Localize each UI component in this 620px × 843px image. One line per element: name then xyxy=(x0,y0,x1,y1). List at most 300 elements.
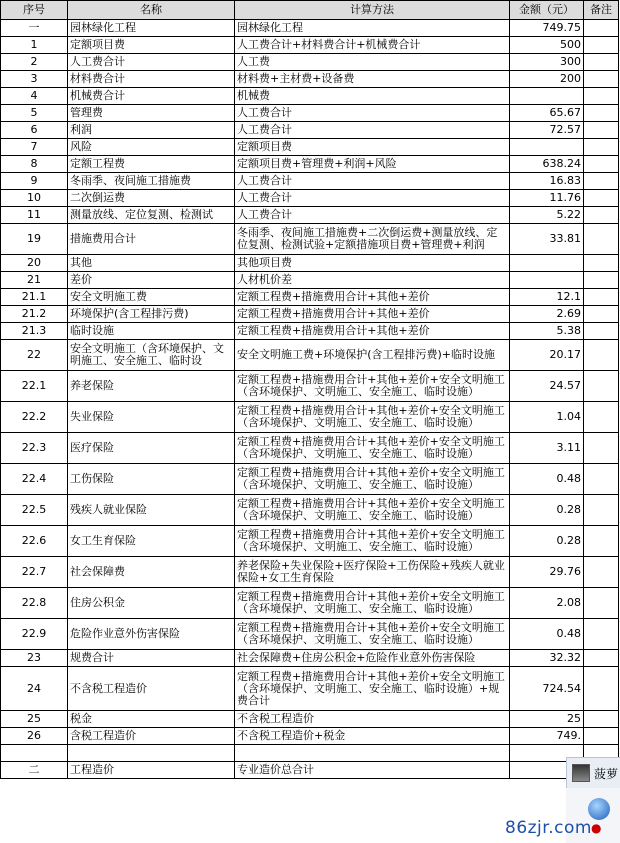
cell-amount xyxy=(510,37,584,54)
cell-name-text: 定额项目费 xyxy=(70,38,125,51)
cell-name xyxy=(68,207,235,224)
cell-method xyxy=(235,156,510,173)
cell-no-text: 7 xyxy=(30,140,38,153)
cell-amount-text: 16.83 xyxy=(549,174,581,187)
cell-method xyxy=(235,464,510,495)
cell-method xyxy=(235,190,510,207)
cell-name xyxy=(68,156,235,173)
cell-amount xyxy=(510,464,584,495)
cell-amount-text: 200 xyxy=(560,72,581,85)
cell-amount xyxy=(510,54,584,71)
table-row xyxy=(1,745,619,762)
cell-no xyxy=(1,464,68,495)
cell-name xyxy=(68,37,235,54)
cell-no-text: 20 xyxy=(27,256,41,269)
cell-name xyxy=(68,650,235,667)
cell-amount xyxy=(510,224,584,255)
cell-name-text: 措施费用合计 xyxy=(70,232,136,245)
cell-method-text: 定额工程费+措施费用合计+其他+差价 xyxy=(237,290,430,303)
cell-amount xyxy=(510,207,584,224)
cell-name xyxy=(68,306,235,323)
cell-name xyxy=(68,20,235,37)
cell-no xyxy=(1,139,68,156)
cell-no-text: 2 xyxy=(30,55,38,68)
cell-method xyxy=(235,71,510,88)
cell-amount xyxy=(510,619,584,650)
table-row xyxy=(1,619,619,650)
table-row xyxy=(1,728,619,745)
cell-no xyxy=(1,105,68,122)
cell-amount xyxy=(510,139,584,156)
cell-name xyxy=(68,88,235,105)
cell-no xyxy=(1,371,68,402)
table-row xyxy=(1,557,619,588)
table-row xyxy=(1,224,619,255)
cell-method xyxy=(235,762,510,779)
cell-name xyxy=(68,371,235,402)
header-no: 序号 xyxy=(1,1,68,20)
cell-method-text: 人工费合计+材料费合计+机械费合计 xyxy=(237,38,421,51)
cell-amount xyxy=(510,122,584,139)
header-row xyxy=(1,1,619,20)
cell-method xyxy=(235,588,510,619)
cell-name xyxy=(68,255,235,272)
cell-no-text: 22.3 xyxy=(21,441,47,454)
cell-name-text: 含税工程造价 xyxy=(70,729,136,742)
cell-no-text: 一 xyxy=(28,21,40,34)
cell-no xyxy=(1,526,68,557)
cell-note xyxy=(584,207,619,224)
table-row xyxy=(1,139,619,156)
cell-method-text: 人工费合计 xyxy=(237,106,292,119)
cell-name-text: 工程造价 xyxy=(70,763,114,776)
cell-method xyxy=(235,495,510,526)
cell-no xyxy=(1,20,68,37)
cell-method xyxy=(235,323,510,340)
cell-method-text: 定额工程费+措施费用合计+其他+差价+安全文明施工（含环境保护、文明施工、安全施工、临时设施） xyxy=(237,621,505,646)
cell-method-text: 定额工程费+措施费用合计+其他+差价+安全文明施工（含环境保护、文明施工、安全施工、临时设施） xyxy=(237,466,505,491)
cell-name-text: 危险作业意外伤害保险 xyxy=(70,627,180,640)
table-row xyxy=(1,526,619,557)
cell-no xyxy=(1,433,68,464)
table-row xyxy=(1,71,619,88)
cell-method xyxy=(235,37,510,54)
cell-amount xyxy=(510,728,584,745)
cell-amount xyxy=(510,495,584,526)
cell-name-text: 管理费 xyxy=(70,106,103,119)
cell-amount xyxy=(510,156,584,173)
table-row xyxy=(1,105,619,122)
cell-no xyxy=(1,272,68,289)
cell-amount xyxy=(510,20,584,37)
table-row xyxy=(1,762,619,779)
cell-amount-text: 72.57 xyxy=(549,123,581,136)
cell-amount-text: 0.48 xyxy=(556,472,581,485)
cell-method-text: 人工费 xyxy=(237,55,270,68)
cell-no-text: 23 xyxy=(27,651,41,664)
cell-name xyxy=(68,495,235,526)
cell-name-text: 风险 xyxy=(70,140,92,153)
cell-note xyxy=(584,71,619,88)
cell-no-text: 22.2 xyxy=(21,410,47,423)
cell-method-text: 专业造价总合计 xyxy=(237,763,314,776)
cell-amount-text: 5.38 xyxy=(556,324,581,337)
cell-amount xyxy=(510,289,584,306)
table-row xyxy=(1,272,619,289)
header-note: 备注 xyxy=(584,1,619,20)
watermark: 86zjr.com xyxy=(505,818,592,838)
cell-amount xyxy=(510,272,584,289)
cell-note xyxy=(584,306,619,323)
cell-note xyxy=(584,88,619,105)
cell-name xyxy=(68,71,235,88)
cell-name xyxy=(68,728,235,745)
cell-note xyxy=(584,173,619,190)
cell-amount-text: 32.32 xyxy=(549,651,581,664)
cell-amount-text: 11.76 xyxy=(549,191,581,204)
table-row xyxy=(1,306,619,323)
cell-no-text: 25 xyxy=(27,712,41,725)
cell-amount-text: 1.04 xyxy=(556,410,581,423)
cell-note xyxy=(584,650,619,667)
cell-amount xyxy=(510,306,584,323)
cell-no-text: 22.1 xyxy=(21,379,47,392)
table-row xyxy=(1,20,619,37)
table-row xyxy=(1,122,619,139)
cell-method-text: 定额工程费+措施费用合计+其他+差价 xyxy=(237,324,430,337)
cell-no xyxy=(1,190,68,207)
cell-no-text: 二 xyxy=(28,763,40,776)
cell-name xyxy=(68,54,235,71)
cell-no xyxy=(1,37,68,54)
cell-no xyxy=(1,650,68,667)
cell-name xyxy=(68,557,235,588)
table-row xyxy=(1,711,619,728)
cell-name xyxy=(68,526,235,557)
cell-no-text: 22.8 xyxy=(21,596,47,609)
cell-name-text: 失业保险 xyxy=(70,410,114,423)
table-row xyxy=(1,433,619,464)
cell-method xyxy=(235,139,510,156)
cell-amount-text: 300 xyxy=(560,55,581,68)
cell-name-text: 残疾人就业保险 xyxy=(70,503,147,516)
cell-amount-text: 20.17 xyxy=(549,348,581,361)
cell-name xyxy=(68,762,235,779)
cell-note xyxy=(584,272,619,289)
cell-amount-text: 638.24 xyxy=(542,157,581,170)
cell-name-text: 临时设施 xyxy=(70,324,114,337)
cell-no xyxy=(1,306,68,323)
cell-method xyxy=(235,54,510,71)
cell-name xyxy=(68,588,235,619)
cell-name xyxy=(68,122,235,139)
cell-method xyxy=(235,122,510,139)
cell-amount xyxy=(510,190,584,207)
cell-name-text: 养老保险 xyxy=(70,379,114,392)
cell-no-text: 9 xyxy=(30,174,38,187)
cell-amount-text: 12.1 xyxy=(556,290,581,303)
cell-method xyxy=(235,340,510,371)
cell-note xyxy=(584,105,619,122)
cell-no xyxy=(1,745,68,762)
cell-name-text: 测量放线、定位复测、检测试 xyxy=(70,208,213,221)
cell-note xyxy=(584,156,619,173)
cell-note xyxy=(584,433,619,464)
cell-note xyxy=(584,728,619,745)
cell-name xyxy=(68,340,235,371)
cell-note xyxy=(584,495,619,526)
cell-method-text: 定额工程费+措施费用合计+其他+差价+安全文明施工（含环境保护、文明施工、安全施工、临时设施） xyxy=(237,404,505,429)
cell-name-text: 机械费合计 xyxy=(70,89,125,102)
cell-note xyxy=(584,37,619,54)
cell-name-text: 安全文明施工费 xyxy=(70,290,147,303)
cell-amount-text: 65.67 xyxy=(549,106,581,119)
cell-note xyxy=(584,323,619,340)
cell-method-text: 安全文明施工费+环境保护(含工程排污费)+临时设施 xyxy=(237,348,496,361)
cell-method-text: 冬雨季、夜间施工措施费+二次倒运费+测量放线、定位复测、检测试验+定额措施项目费+管理费+利润 xyxy=(237,226,498,251)
cell-amount-text: 0.28 xyxy=(556,534,581,547)
cell-method xyxy=(235,207,510,224)
cell-method xyxy=(235,371,510,402)
cell-no-text: 6 xyxy=(30,123,38,136)
cell-amount-text: 749.75 xyxy=(542,21,581,34)
cell-method xyxy=(235,306,510,323)
cell-no-text: 21.2 xyxy=(21,307,47,320)
cell-method-text: 人工费合计 xyxy=(237,208,292,221)
cell-method-text: 定额项目费+管理费+利润+风险 xyxy=(237,157,397,170)
cell-method-text: 定额工程费+措施费用合计+其他+差价+安全文明施工（含环境保护、文明施工、安全施工、临时设施） xyxy=(237,528,505,553)
orb-icon xyxy=(588,798,610,820)
cell-note xyxy=(584,255,619,272)
cell-name-text: 利润 xyxy=(70,123,92,136)
cell-amount xyxy=(510,650,584,667)
cell-amount-text: 500 xyxy=(560,38,581,51)
cell-note xyxy=(584,54,619,71)
cell-name xyxy=(68,464,235,495)
cell-method-text: 养老保险+失业保险+医疗保险+工伤保险+残疾人就业保险+女工生育保险 xyxy=(237,559,505,584)
cell-no xyxy=(1,728,68,745)
cell-name-text: 冬雨季、夜间施工措施费 xyxy=(70,174,191,187)
cell-note xyxy=(584,190,619,207)
cell-no xyxy=(1,71,68,88)
cell-amount-text: 749. xyxy=(556,729,581,742)
cell-amount-text: 0.48 xyxy=(556,627,581,640)
cell-method-text: 不含税工程造价+税金 xyxy=(237,729,346,742)
cell-no xyxy=(1,156,68,173)
cell-amount xyxy=(510,667,584,711)
thumbnail-icon xyxy=(572,764,590,782)
cell-name-text: 税金 xyxy=(70,712,92,725)
table-row xyxy=(1,190,619,207)
cell-method xyxy=(235,224,510,255)
cell-name xyxy=(68,272,235,289)
cell-no-text: 8 xyxy=(30,157,38,170)
cell-no-text: 21.1 xyxy=(21,290,47,303)
cell-method-text: 人材机价差 xyxy=(237,273,292,286)
cell-method-text: 园林绿化工程 xyxy=(237,21,303,34)
cell-amount xyxy=(510,173,584,190)
cell-name-text: 二次倒运费 xyxy=(70,191,125,204)
cell-no xyxy=(1,762,68,779)
cell-amount-text: 29.76 xyxy=(549,565,581,578)
cell-method xyxy=(235,557,510,588)
cell-method xyxy=(235,526,510,557)
table-row xyxy=(1,88,619,105)
cell-name xyxy=(68,289,235,306)
cell-name xyxy=(68,323,235,340)
table-row xyxy=(1,54,619,71)
cell-no xyxy=(1,402,68,433)
cell-amount xyxy=(510,105,584,122)
cell-no xyxy=(1,667,68,711)
cell-no xyxy=(1,255,68,272)
cell-method xyxy=(235,289,510,306)
cell-amount-text: 0.28 xyxy=(556,503,581,516)
cell-no xyxy=(1,173,68,190)
cell-no-text: 22.6 xyxy=(21,534,47,547)
cell-method-text: 机械费 xyxy=(237,89,270,102)
cell-name xyxy=(68,173,235,190)
cell-name xyxy=(68,667,235,711)
cell-no xyxy=(1,619,68,650)
cell-amount xyxy=(510,71,584,88)
table-row xyxy=(1,495,619,526)
cell-amount-text: 24.57 xyxy=(549,379,581,392)
cell-name xyxy=(68,433,235,464)
cell-name-text: 住房公积金 xyxy=(70,596,125,609)
cell-no xyxy=(1,557,68,588)
cell-note xyxy=(584,122,619,139)
table-row xyxy=(1,371,619,402)
cell-no xyxy=(1,588,68,619)
cell-no-text: 22.5 xyxy=(21,503,47,516)
cell-name-text: 工伤保险 xyxy=(70,472,114,485)
table-row xyxy=(1,340,619,371)
cell-amount xyxy=(510,340,584,371)
cell-name-text: 女工生育保险 xyxy=(70,534,136,547)
cell-method xyxy=(235,255,510,272)
cell-note xyxy=(584,289,619,306)
cell-no xyxy=(1,88,68,105)
header-name: 名称 xyxy=(68,1,235,20)
cell-no-text: 11 xyxy=(27,208,41,221)
cell-no-text: 22.9 xyxy=(21,627,47,640)
cell-name xyxy=(68,402,235,433)
cell-note xyxy=(584,588,619,619)
cell-no xyxy=(1,122,68,139)
cell-name xyxy=(68,105,235,122)
cell-amount xyxy=(510,88,584,105)
cell-name-text: 其他 xyxy=(70,256,92,269)
cell-method-text: 定额工程费+措施费用合计+其他+差价 xyxy=(237,307,430,320)
cell-no xyxy=(1,224,68,255)
header-method: 计算方法 xyxy=(235,1,510,20)
table-row xyxy=(1,289,619,306)
cell-no xyxy=(1,207,68,224)
cell-method xyxy=(235,650,510,667)
cell-method-text: 人工费合计 xyxy=(237,191,292,204)
cell-no-text: 21 xyxy=(27,273,41,286)
cell-method-text: 定额工程费+措施费用合计+其他+差价+安全文明施工（含环境保护、文明施工、安全施工、临时设施） xyxy=(237,373,505,398)
cell-method xyxy=(235,619,510,650)
cell-method-text: 人工费合计 xyxy=(237,174,292,187)
table-row xyxy=(1,667,619,711)
table-row xyxy=(1,650,619,667)
cell-method-text: 定额工程费+措施费用合计+其他+差价+安全文明施工（含环境保护、文明施工、安全施工、临时设施） xyxy=(237,590,505,615)
cell-amount xyxy=(510,323,584,340)
cell-name-text: 人工费合计 xyxy=(70,55,125,68)
cell-no-text: 10 xyxy=(27,191,41,204)
cell-no-text: 22 xyxy=(27,348,41,361)
cell-note xyxy=(584,557,619,588)
cell-method xyxy=(235,745,510,762)
cell-note xyxy=(584,619,619,650)
cell-name-text: 社会保障费 xyxy=(70,565,125,578)
cell-no xyxy=(1,711,68,728)
cell-method-text: 材料费+主材费+设备费 xyxy=(237,72,355,85)
cell-amount xyxy=(510,557,584,588)
cell-name-text: 园林绿化工程 xyxy=(70,21,136,34)
cell-name-text: 材料费合计 xyxy=(70,72,125,85)
cell-method-text: 不含税工程造价 xyxy=(237,712,314,725)
cell-note xyxy=(584,402,619,433)
cell-amount xyxy=(510,255,584,272)
cell-name-text: 安全文明施工（含环境保护、文明施工、安全施工、临时设 xyxy=(70,342,224,367)
cell-no-text: 3 xyxy=(30,72,38,85)
cell-name-text: 不含税工程造价 xyxy=(70,681,147,695)
cell-note xyxy=(584,464,619,495)
cell-name xyxy=(68,711,235,728)
table-row xyxy=(1,323,619,340)
table-row xyxy=(1,37,619,54)
cell-note xyxy=(584,20,619,37)
table-row xyxy=(1,402,619,433)
cell-amount xyxy=(510,526,584,557)
cell-amount-text: 33.81 xyxy=(549,232,581,245)
cell-no xyxy=(1,54,68,71)
cell-method xyxy=(235,728,510,745)
cell-no xyxy=(1,289,68,306)
cell-amount-text: 2.08 xyxy=(556,596,581,609)
cell-amount xyxy=(510,711,584,728)
table-row xyxy=(1,464,619,495)
cell-amount xyxy=(510,433,584,464)
table-row xyxy=(1,207,619,224)
cell-note xyxy=(584,139,619,156)
table-row xyxy=(1,156,619,173)
cell-no-text: 22.7 xyxy=(21,565,47,578)
cell-no-text: 5 xyxy=(30,106,38,119)
header-amount: 金额（元） xyxy=(510,1,584,20)
cell-method-text: 社会保障费+住房公积金+危险作业意外伤害保险 xyxy=(237,651,476,664)
cell-name xyxy=(68,619,235,650)
cell-amount-text: 5.22 xyxy=(556,208,581,221)
cell-name-text: 医疗保险 xyxy=(70,441,114,454)
cell-note xyxy=(584,667,619,711)
cell-no-text: 24 xyxy=(27,681,41,695)
cell-amount-text: 2.69 xyxy=(556,307,581,320)
cell-no-text: 4 xyxy=(30,89,38,102)
table-row xyxy=(1,173,619,190)
cell-note xyxy=(584,371,619,402)
cell-name xyxy=(68,745,235,762)
cell-amount xyxy=(510,402,584,433)
cell-amount-text: 25 xyxy=(567,712,581,725)
cell-method xyxy=(235,402,510,433)
side-widget[interactable] xyxy=(566,757,620,789)
cell-name-text: 环境保护(含工程排污费) xyxy=(70,307,189,320)
cell-method-text: 定额工程费+措施费用合计+其他+差价+安全文明施工（含环境保护、文明施工、安全施工、临时设施） xyxy=(237,435,505,460)
